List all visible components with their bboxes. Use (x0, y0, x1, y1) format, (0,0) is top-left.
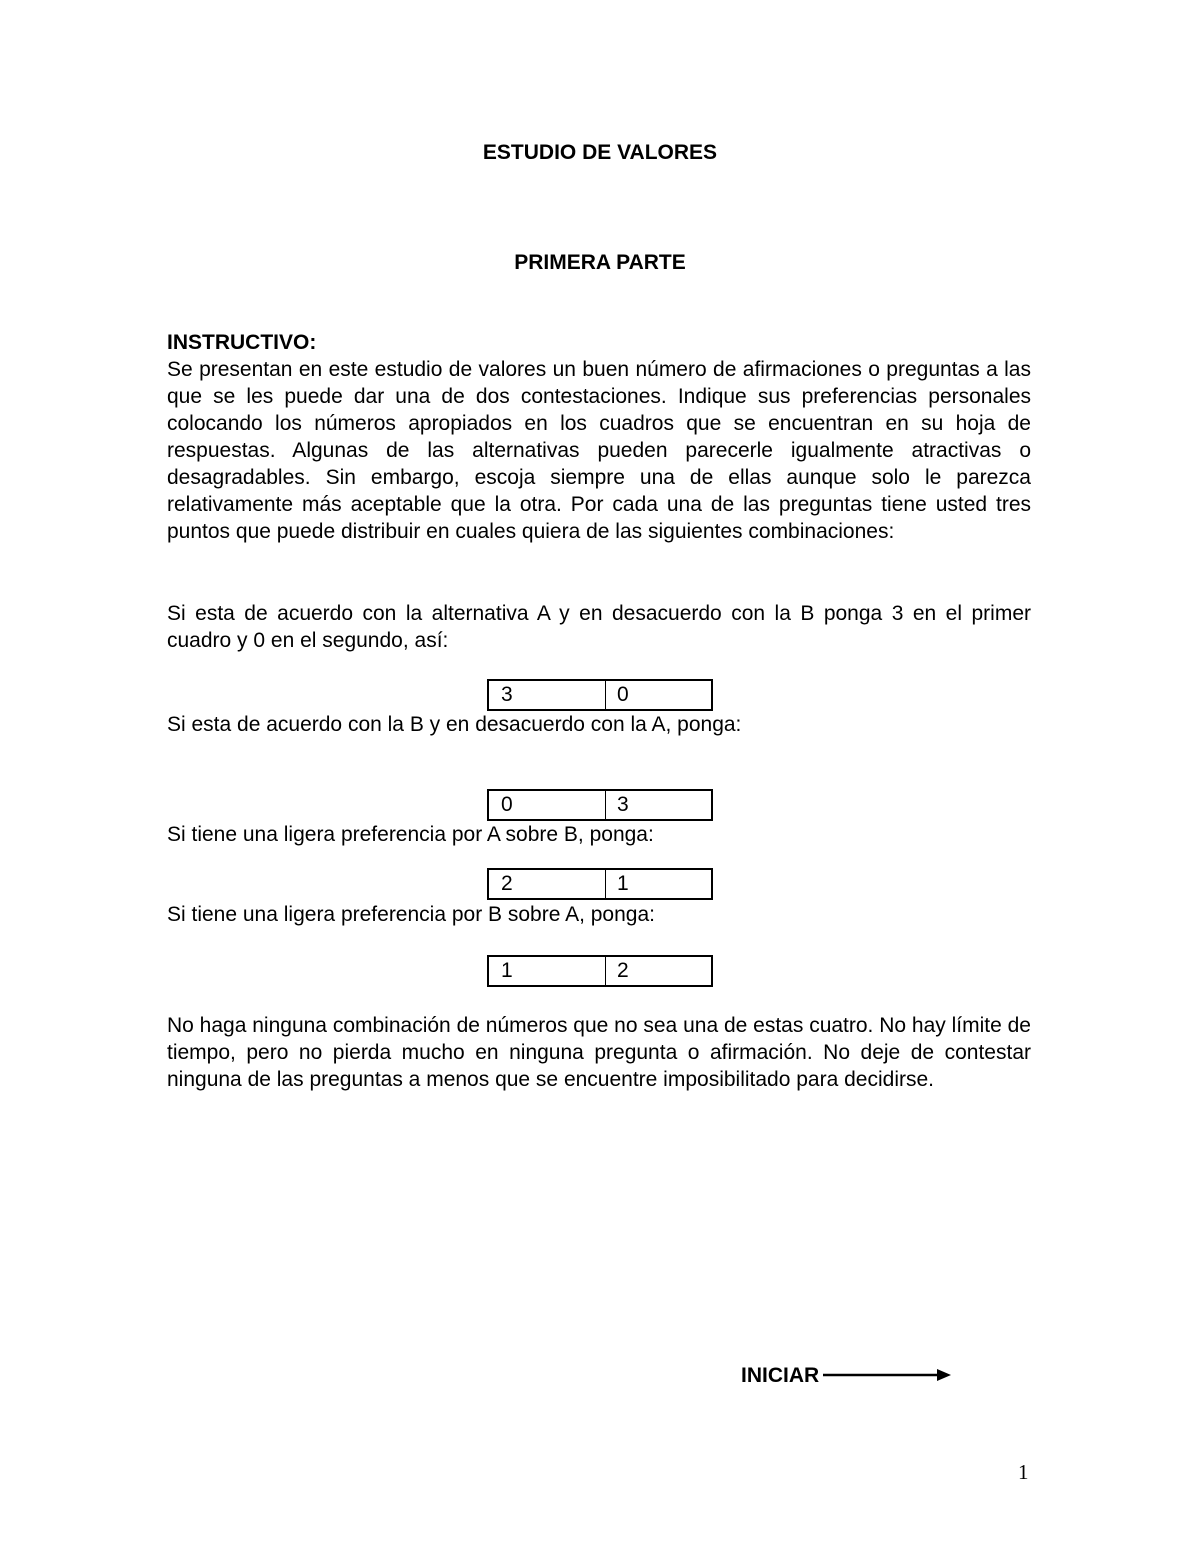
example-box-second-value: 1 (617, 872, 629, 895)
example-box-first-value: 2 (489, 870, 606, 898)
example-box-first-value: 3 (489, 681, 606, 709)
slight-b-line: Si tiene una ligera preferencia por B sobre A, ponga: (167, 903, 655, 926)
example-box-second-value: 3 (617, 793, 629, 816)
start-label: INICIAR (741, 1364, 820, 1387)
instructions-block (167, 329, 1031, 545)
final-instructions-paragraph: No haga ninguna combinación de números que no sea una de estas cuatro. No hay límite de tiempo, pero no pierda mucho en ninguna pregunta o afirmación. No deje de contestar ninguna de las preguntas a menos que se encuentre imposibilitado para decidirse. (167, 1014, 1031, 1091)
example-box-first-value: 0 (489, 791, 606, 819)
section-subtitle: PRIMERA PARTE (514, 251, 686, 274)
example-box-first-value: 1 (489, 957, 606, 985)
example-box-slight-a (487, 868, 713, 900)
option-a-paragraph: Si esta de acuerdo con la alternativa A y en desacuerdo con la B ponga 3 en el primer cuadro y 0 en el segundo, así: (167, 602, 1031, 652)
arrow-right-icon (823, 1364, 951, 1388)
example-box-b (487, 789, 713, 821)
slight-a-line: Si tiene una ligera preferencia por A sobre B, ponga: (167, 823, 654, 846)
instructions-paragraph: Se presentan en este estudio de valores un buen número de afirmaciones o preguntas a las que se les puede dar una de dos contestaciones. Indique sus preferencias personales colocando los números apropiados en los cuadros que se encuentran en su hoja de respuestas. Algunas de las alternativas pueden parecerle igualmente atractivas o desagradables. Sin embargo, escoja siempre una de ellas aunque solo le parezca relativamente más aceptable que la otra. Por cada una de las preguntas tiene usted tres puntos que puede distribuir en cuales quiera de las siguientes combinaciones: (167, 358, 1031, 543)
example-box-slight-b (487, 955, 713, 987)
start-link[interactable] (741, 1364, 951, 1388)
option-b-line: Si esta de acuerdo con la B y en desacuerdo con la A, ponga: (167, 713, 742, 736)
page-number: 1 (1018, 1460, 1029, 1484)
example-box-second-value: 2 (617, 959, 629, 982)
example-box-second-value: 0 (617, 683, 629, 706)
page-title: ESTUDIO DE VALORES (482, 141, 718, 164)
instructions-label: INSTRUCTIVO: (167, 331, 317, 354)
example-box-a (487, 679, 713, 711)
